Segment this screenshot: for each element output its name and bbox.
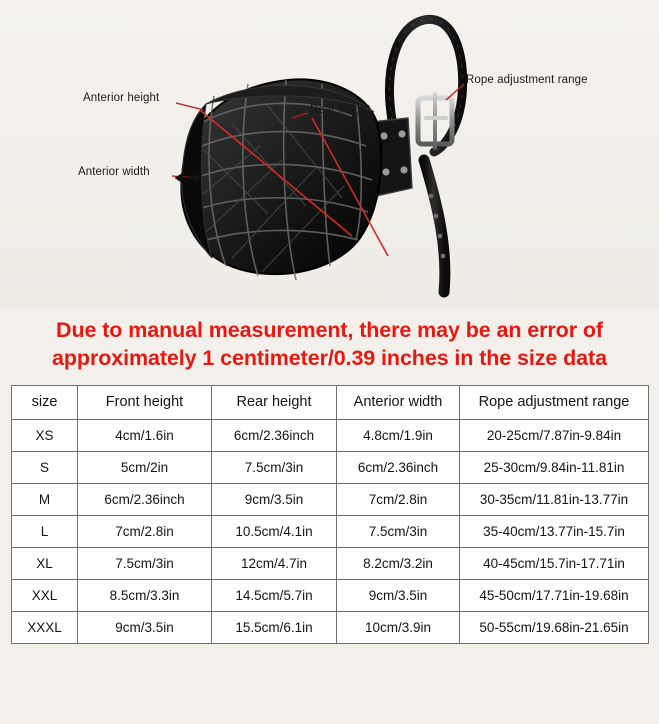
size-table [11,385,649,644]
cell-rope-range: 40-45cm/15.7in-17.71in [460,547,649,579]
size-table-wrapper [0,373,659,644]
lower-strap [424,160,445,292]
table-row [12,419,649,451]
cell-size: M [12,483,78,515]
header-anterior-width: Anterior width [337,385,460,419]
cell-rear-height: 15.5cm/6.1in [212,611,337,643]
cell-front-height: 4cm/1.6in [78,419,212,451]
callout-rear-height: Rear height [310,104,371,116]
callout-anterior-width: Anterior width [78,166,150,178]
cell-rear-height: 12cm/4.7in [212,547,337,579]
table-row [12,451,649,483]
table-row [12,547,649,579]
cell-size: XXXL [12,611,78,643]
cell-rear-height: 10.5cm/4.1in [212,515,337,547]
warning-line-1: Due to manual measurement, there may be an error of [56,318,603,342]
cell-size: XXL [12,579,78,611]
cell-anterior-width: 6cm/2.36inch [337,451,460,483]
cell-front-height: 9cm/3.5in [78,611,212,643]
header-rear-height: Rear height [212,385,337,419]
cell-rope-range: 20-25cm/7.87in-9.84in [460,419,649,451]
cell-front-height: 6cm/2.36inch [78,483,212,515]
cell-anterior-width: 10cm/3.9in [337,611,460,643]
table-header-row [12,385,649,419]
cell-rope-range: 35-40cm/13.77in-15.7in [460,515,649,547]
table-row [12,515,649,547]
cell-anterior-width: 7cm/2.8in [337,483,460,515]
cell-size: L [12,515,78,547]
cell-front-height: 7.5cm/3in [78,547,212,579]
cell-anterior-width: 9cm/3.5in [337,579,460,611]
cell-size: XL [12,547,78,579]
header-front-height: Front height [78,385,212,419]
cell-front-height: 5cm/2in [78,451,212,483]
header-size: size [12,385,78,419]
cell-rope-range: 25-30cm/9.84in-11.81in [460,451,649,483]
table-row [12,483,649,515]
leader-anterior-height [176,103,204,110]
table-row [12,611,649,643]
cell-rear-height: 6cm/2.36inch [212,419,337,451]
cell-rear-height: 9cm/3.5in [212,483,337,515]
cell-rope-range: 50-55cm/19.68in-21.65in [460,611,649,643]
cell-rear-height: 14.5cm/5.7in [212,579,337,611]
cell-anterior-width: 7.5cm/3in [337,515,460,547]
muzzle-diagram-svg [0,0,659,310]
cell-rope-range: 45-50cm/17.71in-19.68in [460,579,649,611]
cell-size: S [12,451,78,483]
cell-anterior-width: 4.8cm/1.9in [337,419,460,451]
cell-anterior-width: 8.2cm/3.2in [337,547,460,579]
callout-anterior-height: Anterior height [83,92,160,104]
callout-rope-adjustment-range: Rope adjustment range [466,74,588,86]
table-row [12,579,649,611]
cell-front-height: 7cm/2.8in [78,515,212,547]
cell-size: XS [12,419,78,451]
warning-line-2: approximately 1 centimeter/0.39 inches in the size data [52,346,607,371]
product-illustration [0,0,659,310]
header-rope-adjustment-range: Rope adjustment range [460,385,649,419]
cell-rear-height: 7.5cm/3in [212,451,337,483]
measurement-warning [0,316,659,373]
cell-front-height: 8.5cm/3.3in [78,579,212,611]
cell-rope-range: 30-35cm/11.81in-13.77in [460,483,649,515]
